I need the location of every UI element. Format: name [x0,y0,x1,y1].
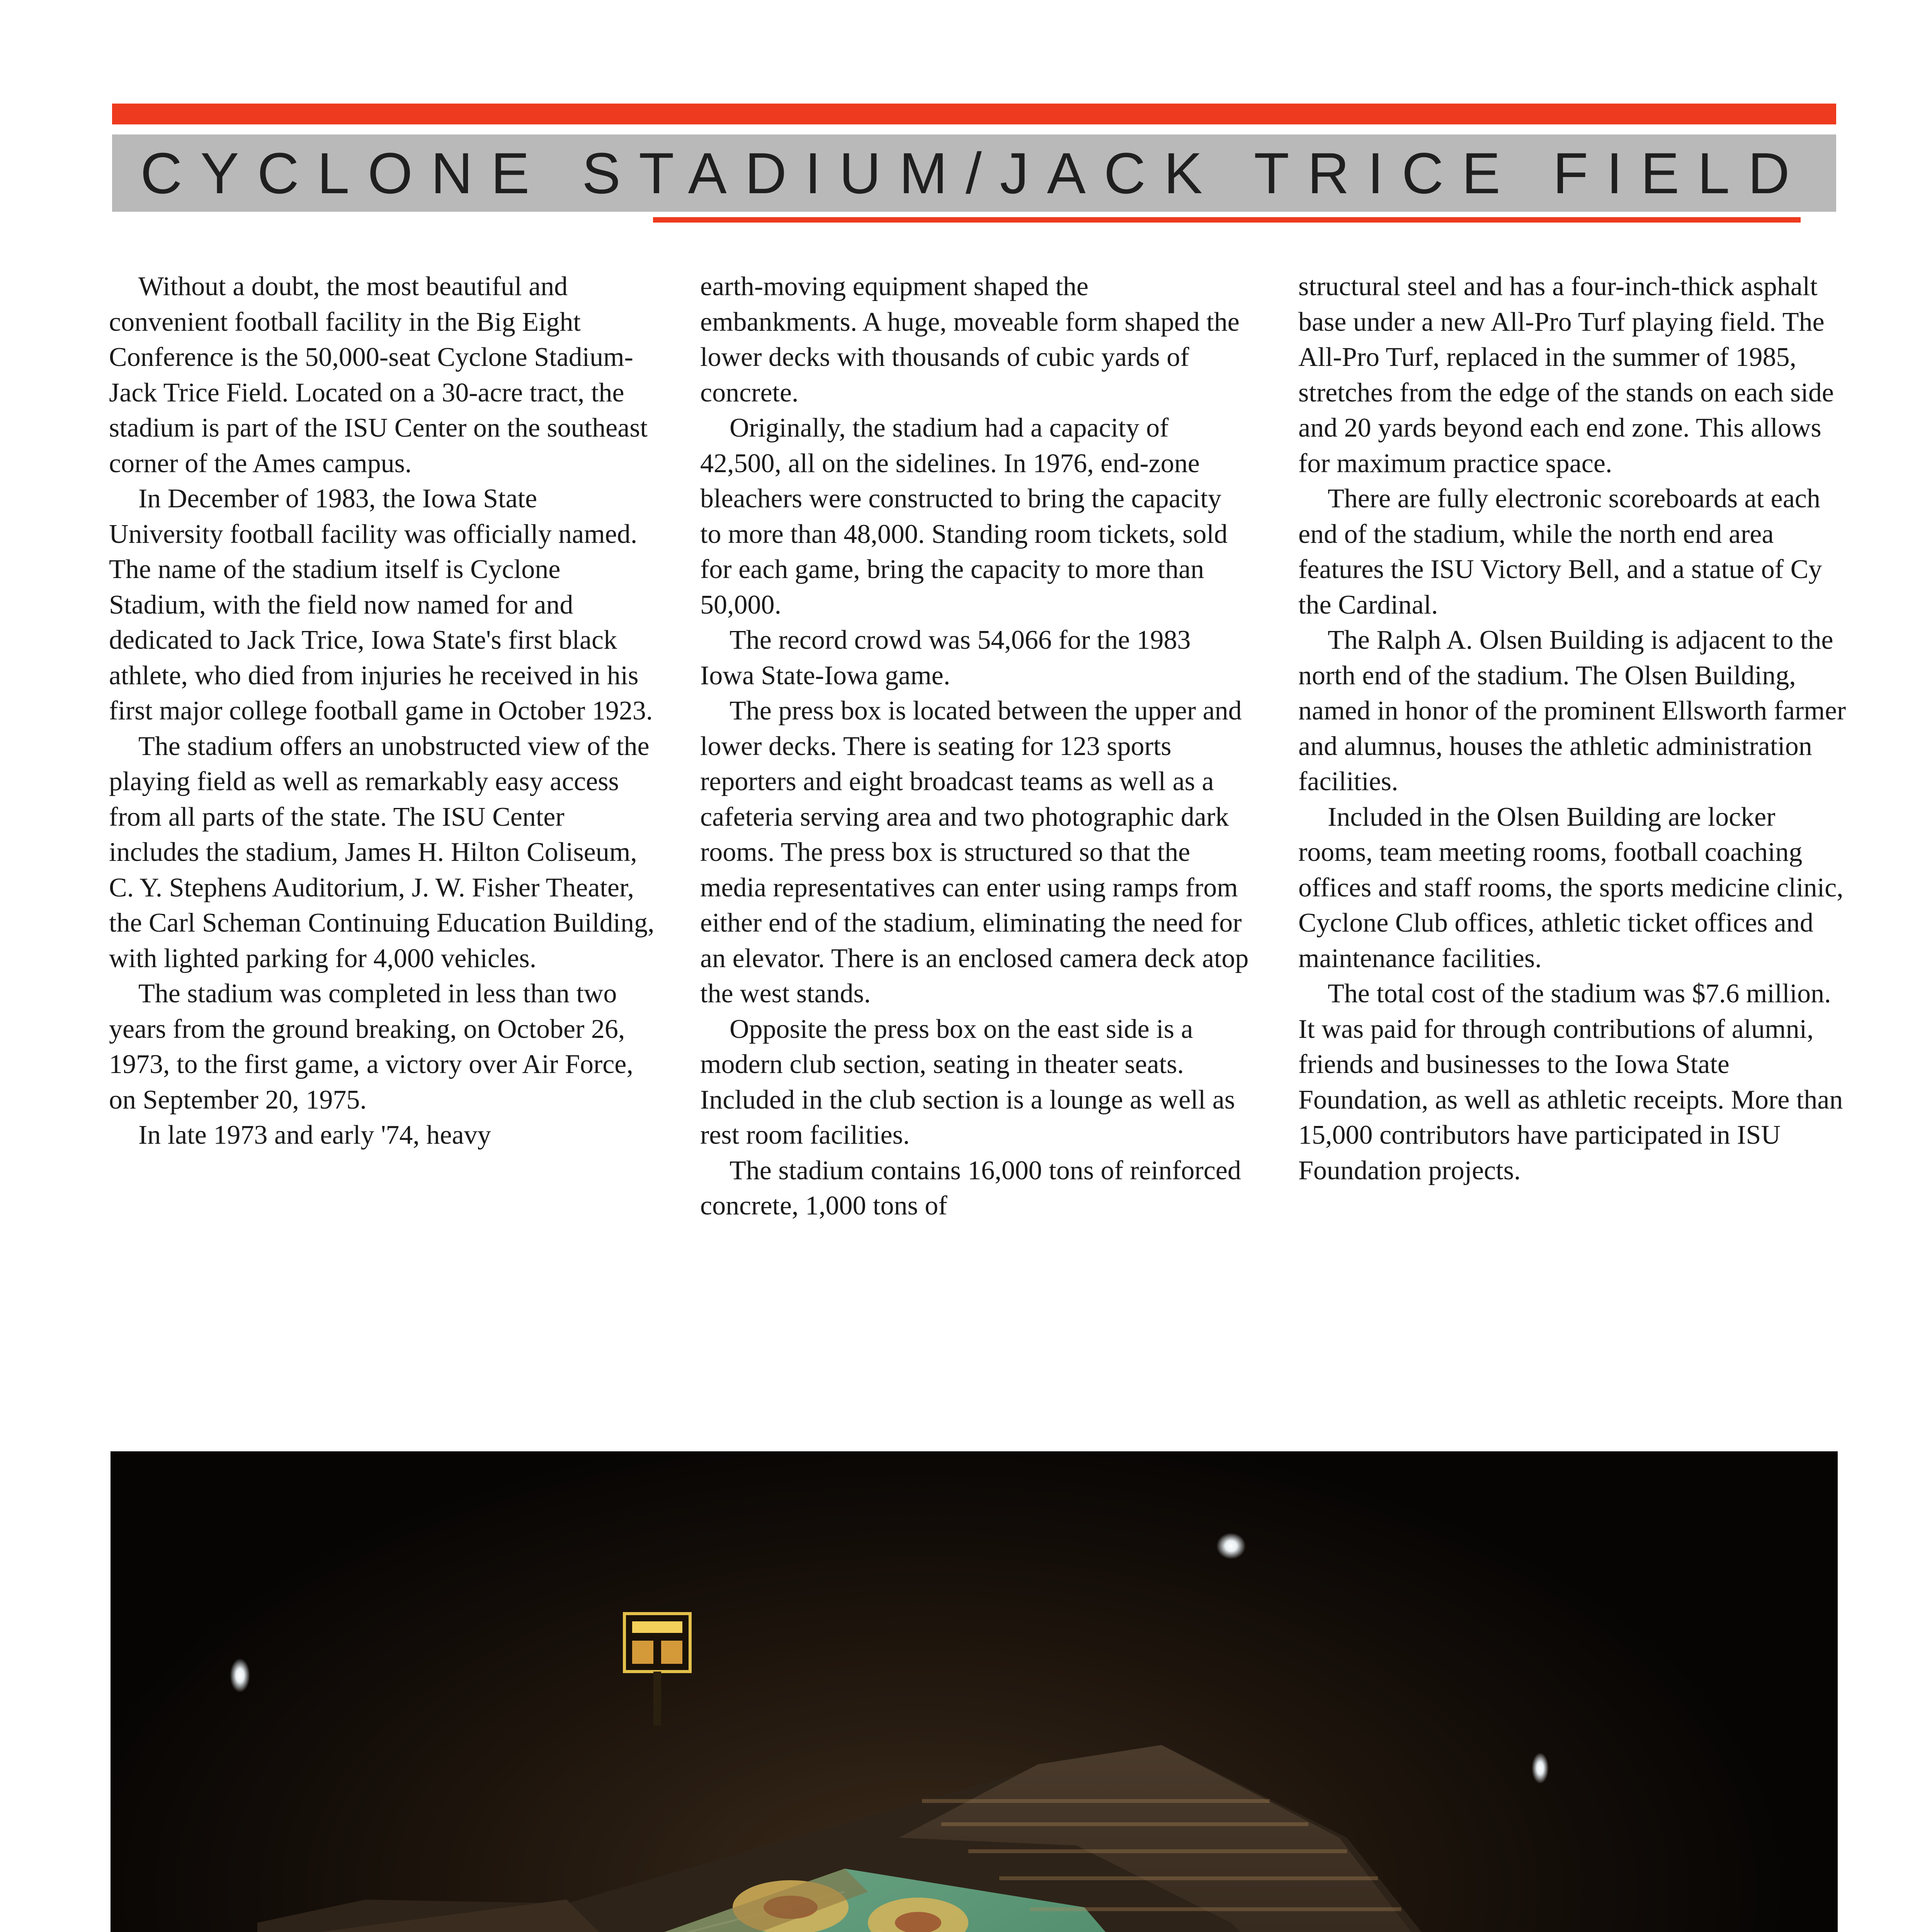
paragraph: The stadium offers an unobstructed view of the playing field as well as remarkably easy access from all parts of the state. The ISU Center includes the stadium, James H. Hilton Coliseum, C. Y. Stephens Auditorium, J. W. Fisher Theater, the Carl Scheman Continuing Education Building, with lighted parking for 4,000 vehicles. [109,731,655,973]
stadium-aerial-photo [111,1451,1838,1932]
light-tower [230,1658,250,1692]
paragraph: The total cost of the stadium was $7.6 million. It was paid for through contributions of alumni, friends and businesses to the Iowa State Foundation, as well as athletic receipts. More than 15,000 contributors have participated in ISU Foundation projects. [1298,979,1843,1185]
paragraph: Without a doubt, the most beautiful and convenient football facility in the Big Eight Conference is the 50,000-seat Cyclone Stadium-Jack Trice Field. Located on a 30-acre tract, the stadium is part of the ISU Center on the southeast corner of the Ames campus. [109,272,648,478]
paragraph: In late 1973 and early '74, heavy [138,1120,491,1150]
text-column-2 [700,269,1249,1224]
paragraph: earth-moving equipment shaped the embankments. A huge, moveable form shaped the lower decks with thousands of cubic yards of concrete. [700,272,1240,408]
light-tower [1216,1533,1246,1559]
paragraph: Opposite the press box on the east side is a modern club section, seating in theater seats. Included in the club section is a lounge as well as rest room facilities. [700,1014,1235,1150]
paragraph: structural steel and has a four-inch-thick asphalt base under a new All-Pro Turf playing field. The All-Pro Turf, replaced in the summer of 1985, stretches from the edge of the stands on each side and 20 yards beyond each end zone. This allows for maximum practice space. [1298,272,1834,478]
text-column-3 [1298,269,1847,1188]
paragraph: The Ralph A. Olsen Building is adjacent to the north end of the stadium. The Olsen Building, named in honor of the prominent Ellsworth farmer and alumnus, houses the athletic administration facilities. [1298,625,1846,796]
paragraph: The stadium was completed in less than two years from the ground breaking, on October 26, 1973, to the first game, a victory over Air Force, on September 20, 1975. [109,979,633,1115]
light-tower [1532,1753,1549,1784]
text-column-1 [109,269,658,1153]
stadium-night-illustration [111,1451,1838,1932]
top-red-rule [112,104,1836,124]
title-band [112,134,1836,212]
paragraph: Included in the Olsen Building are locker rooms, team meeting rooms, football coaching offices and staff rooms, the sports medicine clinic, Cyclone Club offices, athletic ticket offices and maintenance facilities. [1298,802,1844,973]
paragraph: The stadium contains 16,000 tons of reinforced concrete, 1,000 tons of [700,1155,1241,1221]
title-underline [653,217,1801,223]
paragraph: The press box is located between the upper and lower decks. There is seating for 123 sports reporters and eight broadcast teams as well as a cafeteria serving area and two photographic dark rooms. The press box is structured so that the media representatives can enter using ramps from either end of the stadium, eliminating the need for an elevator. There is an enclosed camera deck atop the west stands. [700,696,1249,1009]
paragraph: The record crowd was 54,066 for the 1983 Iowa State-Iowa game. [700,625,1191,690]
paragraph: Originally, the stadium had a capacity of 42,500, all on the sidelines. In 1976, end-zone bleachers were constructed to bring the capacity to more than 48,000. Standing room tickets, sold for each game, bring the capacity to more than 50,000. [700,413,1228,620]
paragraph: There are fully electronic scoreboards at each end of the stadium, while the north end area features the ISU Victory Bell, and a statue of Cy the Cardinal. [1298,484,1822,620]
page-title: CYCLONE STADIUM/JACK TRICE FIELD [140,141,1808,206]
paragraph: In December of 1983, the Iowa State University football facility was officially named. The name of the stadium itself is Cyclone Stadium, with the field now named for and dedicated to Jack Trice, Iowa State's first black athlete, who died from injuries he received in his first major college football game in October 1923. [109,484,653,726]
